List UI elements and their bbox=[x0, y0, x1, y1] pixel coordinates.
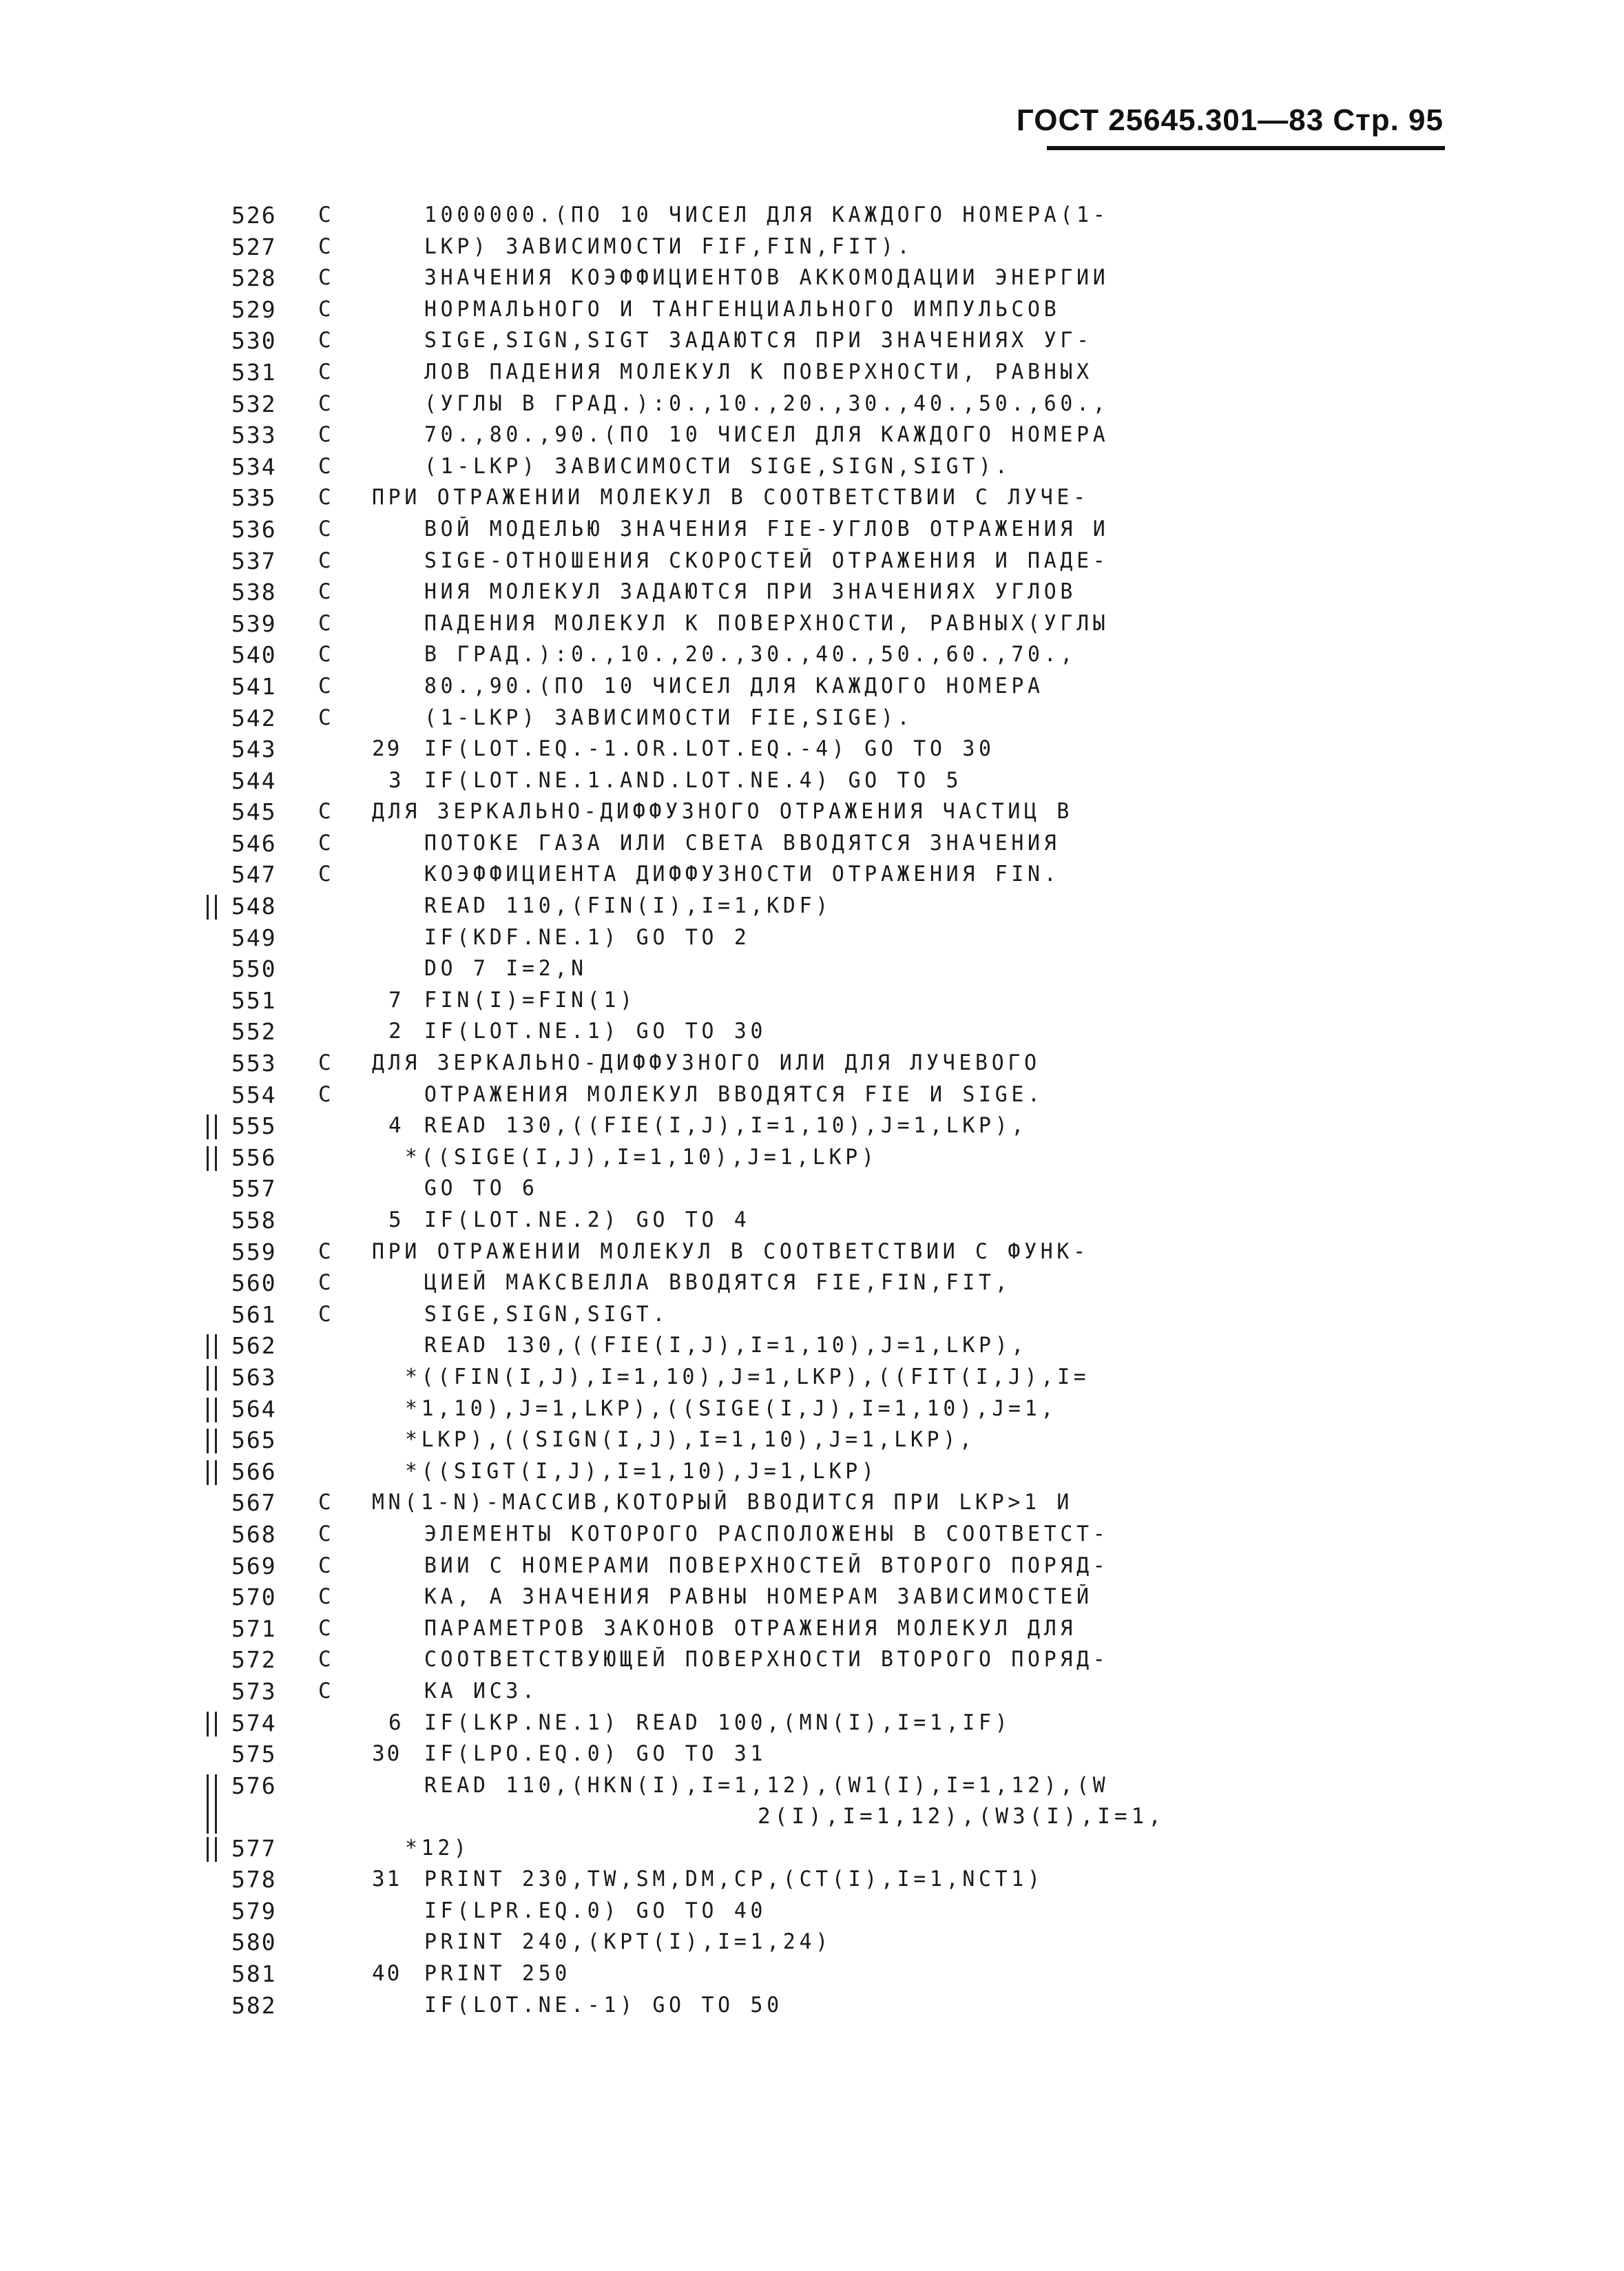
listing-line bbox=[0, 1770, 1624, 1833]
line-number: 543 bbox=[231, 736, 277, 763]
line-number: 580 bbox=[231, 1929, 277, 1956]
line-text: IF(LOT.NE.1) GO TO 30 bbox=[424, 1019, 767, 1044]
line-text: 1000000.(ПО 10 ЧИСЕЛ ДЛЯ КАЖДОГО НОМЕРА(1- bbox=[424, 203, 1110, 227]
margin-mark bbox=[215, 1837, 217, 1862]
line-text: ПАДЕНИЯ МОЛЕКУЛ К ПОВЕРХНОСТИ, РАВНЫХ(УГЛЫ bbox=[424, 610, 1110, 636]
comment-flag: C bbox=[318, 203, 331, 227]
listing-line bbox=[0, 577, 1624, 608]
comment-flag: C bbox=[318, 705, 331, 730]
line-number: 572 bbox=[231, 1646, 277, 1674]
listing-line bbox=[0, 1079, 1624, 1111]
comment-flag: C bbox=[318, 862, 331, 887]
line-text: *((FIN(I,J),I=1,10),J=1,LKP),((FIT(I,J),I= bbox=[405, 1364, 1090, 1389]
line-text: 70.,80.,90.(ПО 10 ЧИСЕЛ ДЛЯ КАЖДОГО НОМЕРА bbox=[424, 422, 1110, 448]
comment-flag: C bbox=[318, 1050, 331, 1076]
line-number: 578 bbox=[231, 1866, 277, 1894]
listing-line bbox=[0, 639, 1624, 671]
listing-line bbox=[0, 1613, 1624, 1645]
statement-label: 2 bbox=[388, 1019, 404, 1044]
listing-line bbox=[0, 734, 1624, 765]
listing-line bbox=[0, 1205, 1624, 1236]
statement-label: 5 bbox=[388, 1207, 404, 1232]
line-number: 554 bbox=[231, 1081, 277, 1108]
line-text: ДЛЯ ЗЕРКАЛЬНО-ДИФФУЗНОГО ИЛИ ДЛЯ ЛУЧЕВОГО bbox=[372, 1050, 1041, 1076]
line-number: 567 bbox=[231, 1489, 277, 1517]
listing-line bbox=[0, 231, 1624, 263]
line-text: *1,10),J=1,LKP),((SIGE(I,J),I=1,10),J=1, bbox=[405, 1396, 1058, 1421]
comment-flag: C bbox=[318, 328, 331, 353]
line-text: *((SIGT(I,J),I=1,10),J=1,LKP) bbox=[405, 1458, 878, 1484]
line-number: 564 bbox=[231, 1395, 277, 1422]
line-text: СООТВЕТСТВУЮЩЕЙ ПОВЕРХНОСТИ ВТОРОГО ПОРЯД- bbox=[424, 1647, 1110, 1672]
line-text: ЭЛЕМЕНТЫ КОТОРОГО РАСПОЛОЖЕНЫ В СООТВЕТСТ- bbox=[424, 1521, 1110, 1546]
line-text: IF(LOT.EQ.-1.OR.LOT.EQ.-4) GO TO 30 bbox=[424, 736, 995, 762]
line-number: 559 bbox=[231, 1238, 277, 1265]
comment-flag: C bbox=[318, 391, 331, 416]
comment-flag: C bbox=[318, 1301, 331, 1327]
line-number: 566 bbox=[231, 1458, 277, 1485]
listing-line bbox=[0, 1927, 1624, 1958]
line-number: 561 bbox=[231, 1300, 277, 1328]
listing-line bbox=[0, 1330, 1624, 1362]
line-text: ВОЙ МОДЕЛЬЮ ЗНАЧЕНИЯ FIE-УГЛОВ ОТРАЖЕНИЯ И bbox=[424, 516, 1110, 541]
line-number: 528 bbox=[231, 265, 277, 292]
line-number: 537 bbox=[231, 547, 277, 574]
listing-line bbox=[0, 1708, 1624, 1739]
line-number: 550 bbox=[231, 955, 277, 983]
line-number: 574 bbox=[231, 1709, 277, 1736]
listing-line bbox=[0, 1236, 1624, 1268]
comment-flag: C bbox=[318, 265, 331, 291]
listing-line bbox=[0, 671, 1624, 703]
line-text: READ 110,(HKN(I),I=1,12),(W1(I),I=1,12),(W bbox=[424, 1772, 1110, 1798]
line-text: SIGE,SIGN,SIGT ЗАДАЮТСЯ ПРИ ЗНАЧЕНИЯХ УГ- bbox=[424, 328, 1093, 353]
line-text: ЛОВ ПАДЕНИЯ МОЛЕКУЛ К ПОВЕРХНОСТИ, РАВНЫХ bbox=[424, 359, 1093, 384]
listing-line bbox=[0, 1739, 1624, 1770]
line-text: ПАРАМЕТРОВ ЗАКОНОВ ОТРАЖЕНИЯ МОЛЕКУЛ ДЛЯ bbox=[424, 1615, 1077, 1641]
line-number: 571 bbox=[231, 1615, 277, 1642]
margin-mark bbox=[207, 1334, 209, 1359]
line-text: ПОТОКЕ ГАЗА ИЛИ СВЕТА ВВОДЯТСЯ ЗНАЧЕНИЯ bbox=[424, 830, 1061, 855]
margin-mark bbox=[215, 1398, 217, 1422]
listing-line bbox=[0, 1644, 1624, 1676]
line-text: ПРИ ОТРАЖЕНИИ МОЛЕКУЛ В СООТВЕТСТВИИ С ЛУЧЕ- bbox=[372, 485, 1090, 510]
listing-line bbox=[0, 1551, 1624, 1582]
line-number: 563 bbox=[231, 1363, 277, 1391]
line-text: SIGE-ОТНОШЕНИЯ СКОРОСТЕЙ ОТРАЖЕНИЯ И ПАДЕ- bbox=[424, 548, 1110, 573]
comment-flag: C bbox=[318, 1490, 331, 1515]
line-number: 530 bbox=[231, 327, 277, 355]
line-number: 531 bbox=[231, 358, 277, 386]
margin-mark bbox=[207, 895, 209, 920]
listing-line bbox=[0, 1990, 1624, 2022]
line-text: IF(LOT.NE.1.AND.LOT.NE.4) GO TO 5 bbox=[424, 767, 963, 793]
listing-line bbox=[0, 1958, 1624, 1990]
listing-line bbox=[0, 1110, 1624, 1142]
header-rule bbox=[1047, 146, 1445, 150]
line-number: 545 bbox=[231, 798, 277, 826]
line-text: *((SIGE(I,J),I=1,10),J=1,LKP) bbox=[405, 1144, 878, 1170]
line-number: 560 bbox=[231, 1269, 277, 1297]
line-text: *12) bbox=[405, 1835, 470, 1860]
listing-line bbox=[0, 1896, 1624, 1927]
line-text: НОРМАЛЬНОГО И ТАНГЕНЦИАЛЬНОГО ИМПУЛЬСОВ bbox=[424, 296, 1061, 322]
listing-line bbox=[0, 294, 1624, 326]
margin-mark bbox=[207, 1146, 209, 1171]
line-number: 527 bbox=[231, 233, 277, 260]
listing-line bbox=[0, 922, 1624, 954]
line-text: (1-LKP) ЗАВИСИМОСТИ FIE,SIGE). bbox=[424, 705, 914, 730]
line-text: В ГРАД.):0.,10.,20.,30.,40.,50.,60.,70., bbox=[424, 642, 1077, 667]
margin-mark bbox=[207, 1774, 209, 1834]
listing-line bbox=[0, 1267, 1624, 1299]
line-text: MN(1-N)-МАССИВ,КОТОРЫЙ ВВОДИТСЯ ПРИ LKP>1 И bbox=[372, 1490, 1074, 1515]
margin-mark bbox=[215, 1712, 217, 1736]
margin-mark bbox=[215, 895, 217, 920]
listing-line bbox=[0, 1487, 1624, 1519]
listing-line bbox=[0, 1362, 1624, 1393]
listing-line bbox=[0, 451, 1624, 483]
comment-flag: C bbox=[318, 673, 331, 698]
comment-flag: C bbox=[318, 453, 331, 479]
line-number: 526 bbox=[231, 202, 277, 229]
listing-line bbox=[0, 1142, 1624, 1174]
line-text: SIGE,SIGN,SIGT. bbox=[424, 1301, 669, 1327]
listing-line bbox=[0, 1016, 1624, 1048]
line-number: 544 bbox=[231, 767, 277, 794]
listing-line bbox=[0, 1048, 1624, 1079]
line-number: 568 bbox=[231, 1520, 277, 1548]
comment-flag: C bbox=[318, 1647, 331, 1672]
listing-line bbox=[0, 262, 1624, 294]
line-text: PRINT 240,(KPT(I),I=1,24) bbox=[424, 1929, 832, 1955]
statement-label: 40 bbox=[372, 1961, 402, 1987]
line-number: 533 bbox=[231, 422, 277, 449]
listing-line bbox=[0, 546, 1624, 577]
line-number: 552 bbox=[231, 1018, 277, 1046]
line-number: 575 bbox=[231, 1741, 277, 1768]
comment-flag: C bbox=[318, 548, 331, 573]
line-text: LKP) ЗАВИСИМОСТИ FIF,FIN,FIT). bbox=[424, 234, 914, 259]
line-number: 557 bbox=[231, 1175, 277, 1203]
line-text: ПРИ ОТРАЖЕНИИ МОЛЕКУЛ В СООТВЕТСТВИИ С ФУНК- bbox=[372, 1238, 1090, 1264]
line-text: IF(LPR.EQ.0) GO TO 40 bbox=[424, 1898, 767, 1923]
comment-flag: C bbox=[318, 296, 331, 322]
comment-flag: C bbox=[318, 485, 331, 510]
line-text: IF(LKP.NE.1) READ 100,(MN(I),I=1,IF) bbox=[424, 1710, 1012, 1735]
line-text: IF(LOT.NE.-1) GO TO 50 bbox=[424, 1992, 783, 2018]
line-number: 579 bbox=[231, 1897, 277, 1925]
margin-mark bbox=[215, 1460, 217, 1485]
line-text: ЦИЕЙ МАКСВЕЛЛА ВВОДЯТСЯ FIE,FIN,FIT, bbox=[424, 1270, 1012, 1296]
comment-flag: C bbox=[318, 1584, 331, 1610]
comment-flag: C bbox=[318, 422, 331, 448]
line-text: (1-LKP) ЗАВИСИМОСТИ SIGE,SIGN,SIGT). bbox=[424, 453, 1012, 479]
statement-label: 30 bbox=[372, 1741, 402, 1767]
line-number: 529 bbox=[231, 295, 277, 323]
line-text: IF(KDF.NE.1) GO TO 2 bbox=[424, 924, 751, 950]
line-number: 532 bbox=[231, 390, 277, 417]
comment-flag: C bbox=[318, 799, 331, 825]
line-number: 540 bbox=[231, 641, 277, 669]
line-text: PRINT 250 bbox=[424, 1961, 572, 1987]
comment-flag: C bbox=[318, 830, 331, 855]
line-number: 549 bbox=[231, 924, 277, 951]
listing-line bbox=[0, 796, 1624, 828]
comment-flag: C bbox=[318, 516, 331, 541]
line-text: КА, А ЗНАЧЕНИЯ РАВНЫ НОМЕРАМ ЗАВИСИМОСТЕЙ bbox=[424, 1584, 1093, 1610]
margin-mark bbox=[215, 1114, 217, 1139]
margin-mark bbox=[207, 1837, 209, 1862]
listing-line bbox=[0, 200, 1624, 231]
listing-line bbox=[0, 953, 1624, 985]
line-text: READ 130,((FIE(I,J),I=1,10),J=1,LKP), bbox=[424, 1113, 1028, 1139]
page-header: ГОСТ 25645.301—83 Стр. 95 bbox=[1016, 103, 1444, 137]
margin-mark bbox=[207, 1460, 209, 1485]
listing-line bbox=[0, 1299, 1624, 1331]
listing-line bbox=[0, 985, 1624, 1017]
listing-line bbox=[0, 1424, 1624, 1456]
margin-mark bbox=[207, 1712, 209, 1736]
line-number: 541 bbox=[231, 672, 277, 700]
comment-flag: C bbox=[318, 1238, 331, 1264]
listing-line bbox=[0, 1864, 1624, 1896]
line-text: READ 130,((FIE(I,J),I=1,10),J=1,LKP), bbox=[424, 1333, 1028, 1358]
comment-flag: C bbox=[318, 1553, 331, 1578]
line-text: ЗНАЧЕНИЯ КОЭФФИЦИЕНТОВ АККОМОДАЦИИ ЭНЕРГИИ bbox=[424, 265, 1110, 291]
statement-label: 7 bbox=[388, 987, 404, 1013]
line-number: 582 bbox=[231, 1991, 277, 2019]
line-number: 558 bbox=[231, 1207, 277, 1234]
listing-line bbox=[0, 703, 1624, 734]
line-text: (УГЛЫ В ГРАД.):0.,10.,20.,30.,40.,50.,60., bbox=[424, 391, 1110, 416]
listing-line bbox=[0, 1833, 1624, 1865]
margin-mark bbox=[215, 1366, 217, 1391]
line-text: 80.,90.(ПО 10 ЧИСЕЛ ДЛЯ КАЖДОГО НОМЕРА bbox=[424, 673, 1044, 698]
line-number: 536 bbox=[231, 515, 277, 543]
line-text: КОЭФФИЦИЕНТА ДИФФУЗНОСТИ ОТРАЖЕНИЯ FIN. bbox=[424, 862, 1061, 887]
comment-flag: C bbox=[318, 1081, 331, 1107]
line-text: GO TO 6 bbox=[424, 1176, 539, 1201]
listing-line bbox=[0, 388, 1624, 420]
line-number: 534 bbox=[231, 453, 277, 480]
statement-label: 4 bbox=[388, 1113, 404, 1139]
line-number: 556 bbox=[231, 1143, 277, 1171]
margin-mark bbox=[215, 1774, 217, 1834]
line-text: IF(LPO.EQ.0) GO TO 31 bbox=[424, 1741, 767, 1767]
comment-flag: C bbox=[318, 1270, 331, 1296]
line-number: 570 bbox=[231, 1584, 277, 1611]
listing-line bbox=[0, 514, 1624, 546]
line-number: 576 bbox=[231, 1772, 277, 1799]
comment-flag: C bbox=[318, 1615, 331, 1641]
listing-line bbox=[0, 765, 1624, 797]
listing-line bbox=[0, 891, 1624, 922]
line-number: 546 bbox=[231, 829, 277, 857]
line-number: 577 bbox=[231, 1834, 277, 1862]
margin-mark bbox=[207, 1366, 209, 1391]
line-number: 547 bbox=[231, 861, 277, 889]
line-number: 565 bbox=[231, 1427, 277, 1454]
line-text: НИЯ МОЛЕКУЛ ЗАДАЮТСЯ ПРИ ЗНАЧЕНИЯХ УГЛОВ bbox=[424, 579, 1077, 605]
listing-line bbox=[0, 828, 1624, 860]
line-text: DO 7 I=2,N bbox=[424, 956, 587, 982]
comment-flag: C bbox=[318, 359, 331, 384]
comment-flag: C bbox=[318, 610, 331, 636]
line-number: 551 bbox=[231, 986, 277, 1014]
comment-flag: C bbox=[318, 642, 331, 667]
listing-line bbox=[0, 859, 1624, 891]
statement-label: 29 bbox=[372, 736, 402, 762]
listing-line bbox=[0, 357, 1624, 388]
line-number: 538 bbox=[231, 579, 277, 606]
listing-line bbox=[0, 482, 1624, 514]
line-text: ДЛЯ ЗЕРКАЛЬНО-ДИФФУЗНОГО ОТРАЖЕНИЯ ЧАСТИЦ В bbox=[372, 799, 1074, 825]
statement-label: 31 bbox=[372, 1867, 402, 1892]
comment-flag: C bbox=[318, 1521, 331, 1546]
listing-line bbox=[0, 1173, 1624, 1205]
margin-mark bbox=[207, 1429, 209, 1453]
margin-mark bbox=[207, 1114, 209, 1139]
line-text-continuation: 2(I),I=1,12),(W3(I),I=1, bbox=[758, 1804, 1165, 1829]
line-text: READ 110,(FIN(I),I=1,KDF) bbox=[424, 893, 832, 919]
listing-line bbox=[0, 1676, 1624, 1708]
line-text: КА ИСЗ. bbox=[424, 1678, 539, 1703]
margin-mark bbox=[215, 1146, 217, 1171]
line-text: PRINT 230,TW,SM,DM,CP,(CT(I),I=1,NCT1) bbox=[424, 1867, 1044, 1892]
line-number: 539 bbox=[231, 610, 277, 637]
margin-mark bbox=[207, 1398, 209, 1422]
line-number: 535 bbox=[231, 484, 277, 512]
line-number: 548 bbox=[231, 893, 277, 920]
listing-line bbox=[0, 419, 1624, 451]
comment-flag: C bbox=[318, 579, 331, 605]
statement-label: 6 bbox=[388, 1710, 404, 1735]
line-text: ОТРАЖЕНИЯ МОЛЕКУЛ ВВОДЯТСЯ FIE И SIGE. bbox=[424, 1081, 1044, 1107]
line-number: 555 bbox=[231, 1112, 277, 1140]
line-number: 573 bbox=[231, 1677, 277, 1705]
comment-flag: C bbox=[318, 234, 331, 259]
line-text: FIN(I)=FIN(1) bbox=[424, 987, 636, 1013]
line-text: IF(LOT.NE.2) GO TO 4 bbox=[424, 1207, 751, 1232]
listing-line bbox=[0, 1582, 1624, 1613]
line-number: 581 bbox=[231, 1960, 277, 1988]
line-number: 562 bbox=[231, 1332, 277, 1360]
line-number: 553 bbox=[231, 1050, 277, 1077]
margin-mark bbox=[215, 1429, 217, 1453]
listing-line bbox=[0, 1456, 1624, 1488]
line-number: 542 bbox=[231, 704, 277, 732]
program-listing bbox=[0, 200, 1624, 2021]
listing-line bbox=[0, 1393, 1624, 1425]
listing-line bbox=[0, 325, 1624, 357]
line-text: *LKP),((SIGN(I,J),I=1,10),J=1,LKP), bbox=[405, 1427, 976, 1453]
listing-line bbox=[0, 608, 1624, 640]
line-text: ВИИ С НОМЕРАМИ ПОВЕРХНОСТЕЙ ВТОРОГО ПОРЯД- bbox=[424, 1553, 1110, 1578]
margin-mark bbox=[215, 1334, 217, 1359]
listing-line bbox=[0, 1519, 1624, 1551]
comment-flag: C bbox=[318, 1678, 331, 1703]
statement-label: 3 bbox=[388, 767, 404, 793]
line-number: 569 bbox=[231, 1552, 277, 1579]
